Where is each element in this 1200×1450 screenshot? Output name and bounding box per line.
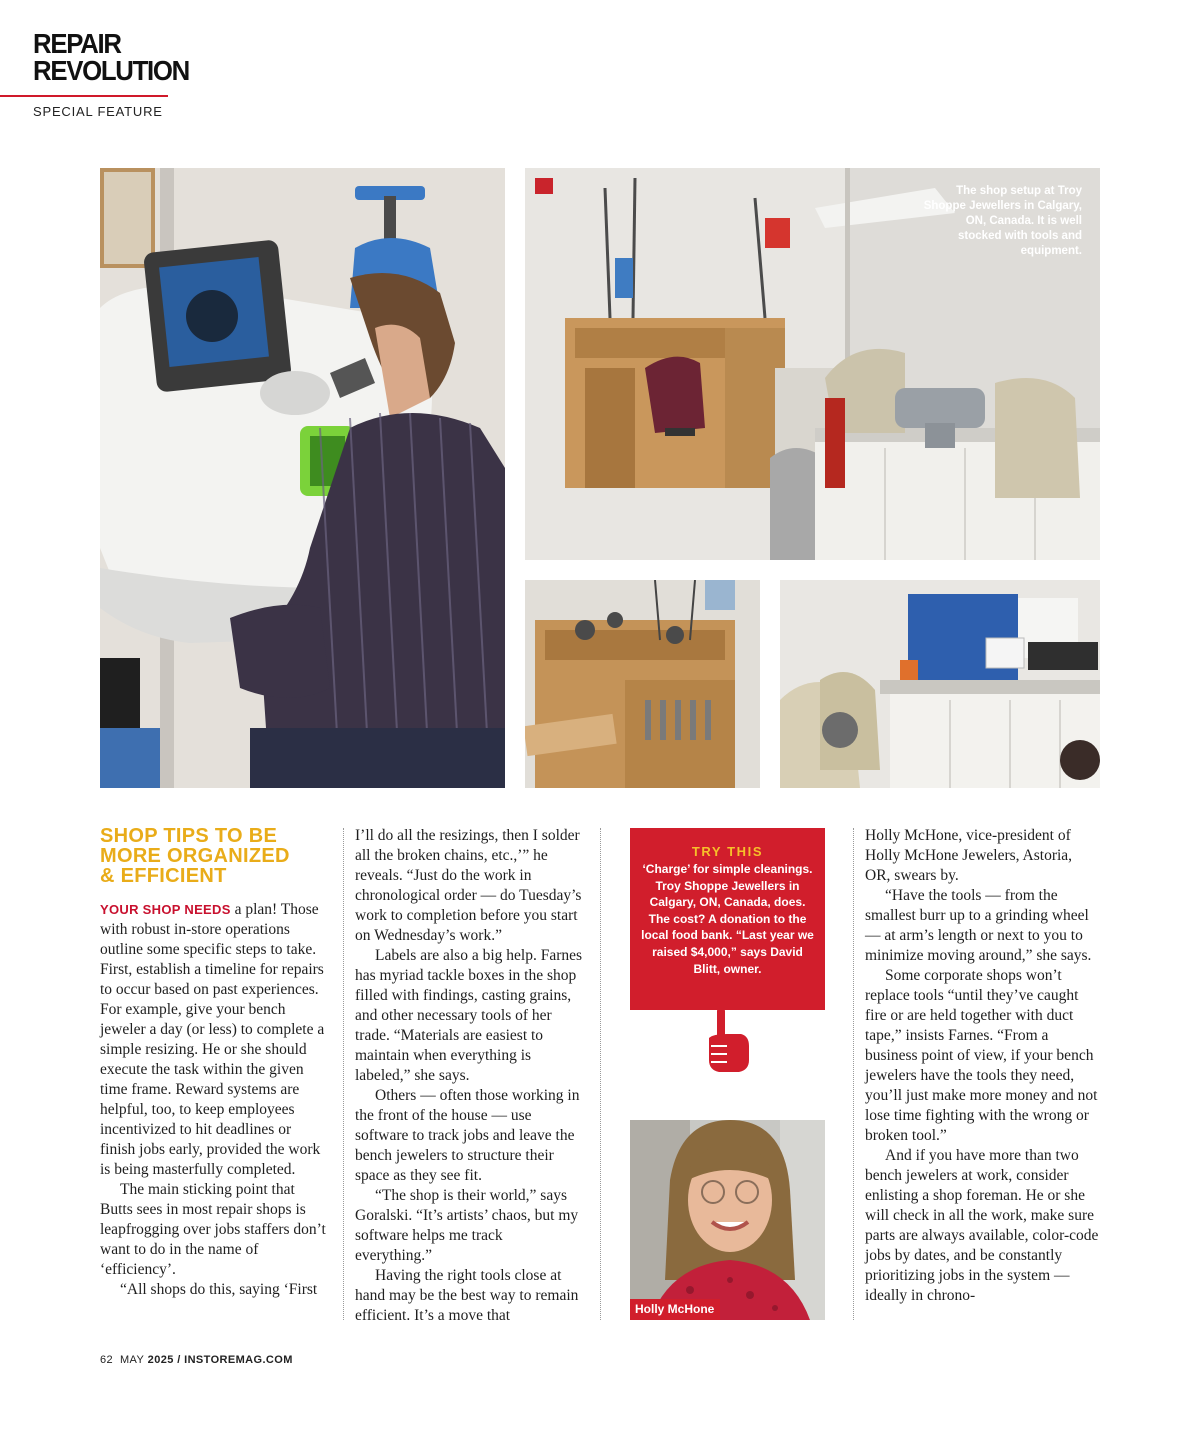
photo-polishing-station <box>780 580 1100 788</box>
column-divider <box>343 828 344 1320</box>
masthead-rule <box>0 95 168 97</box>
paragraph: Having the right tools close at hand may be the best way to remain efficient. It’s a move that <box>355 1267 579 1324</box>
paragraph: I’ll do all the resizings, then I solder all the broken chains, etc.,’” he reveals. “Just do the work in chronological order — do Tuesday’s work to completion before you start on Wednesday’s work.” <box>355 827 582 944</box>
paragraph: Holly McHone, vice-president of Holly McHone Jewelers, Astoria, OR, swears by. <box>865 827 1073 884</box>
issue-year-site: 2025 / INSTOREMAG.COM <box>147 1354 293 1366</box>
paragraph-text: a plan! Those with robust in-store operations outline some specific steps to take. First, establish a timeline for repairs to occur based on past experiences. For example, give your bench jeweler a day (or less) to complete a simple resizing. He or she should execute the task within the given time frame. Reward systems are helpful, too, to keep employees incentivized to hit deadlines or finish jobs early, provided the work is being masterfully completed. <box>100 901 325 1178</box>
paragraph: The main sticking point that Butts sees in most repair shops is leapfrogging over jobs staffers don’t want to do in the name of ‘efficiency’. <box>100 1181 326 1278</box>
photo-shop-setup <box>525 168 1100 560</box>
paragraph: And if you have more than two bench jewelers at work, consider enlisting a shop foreman. He or she will check in all the work, make sure parts are always available, color-code jobs by dates, and be constantly prioritizing jobs in the system — ideally in chrono- <box>865 1147 1099 1304</box>
portrait-holly-mchone <box>630 1120 825 1320</box>
photo-caption: The shop setup at Troy Shoppe Jewellers in Calgary, ON, Canada. It is well stocked with tools and equipment. <box>923 185 1082 257</box>
headline-line-3: & EFFICIENT <box>100 865 227 887</box>
paragraph: Some corporate shops won’t replace tools “until they’ve caught fire or are held together with duct tape,” insists Farnes. “From a business point of view, if your bench jewelers have the tools they need, you’ll just make more money and not lose time fighting with the wrong or broken tool.” <box>865 967 1098 1144</box>
paragraph: Others — often those working in the front of the house — use software to track jobs and leave the bench jewelers to structure their space as they see fit. <box>355 1087 580 1184</box>
masthead-title-line2: REVOLUTION <box>33 55 189 86</box>
paragraph: “All shops do this, saying ‘First <box>120 1281 318 1298</box>
column-divider <box>600 828 601 1320</box>
portrait-label: Holly McHone <box>630 1299 720 1320</box>
headline-line-2: MORE ORGANIZED <box>100 845 290 867</box>
page-footer <box>100 1354 293 1366</box>
photo-jeweler-bench <box>525 580 760 788</box>
section-kicker: SPECIAL FEATURE <box>33 104 163 119</box>
column-divider <box>853 828 854 1320</box>
article-column-4 <box>865 826 1101 1306</box>
article-headline <box>100 826 328 886</box>
headline-line-1: SHOP TIPS TO BE <box>100 825 278 847</box>
article-column-2 <box>355 826 583 1326</box>
masthead <box>33 30 203 84</box>
pointing-hand-icon <box>703 1008 751 1076</box>
article-column-1 <box>100 826 328 1300</box>
paragraph: Labels are also a big help. Farnes has myriad tackle boxes in the shop filled with findings, casting grains, and other necessary tools of her trade. “Materials are easiest to maintain when everything is labeled,” she says. <box>355 947 583 1084</box>
try-this-box <box>630 828 825 1010</box>
try-this-body: ‘Charge’ for simple cleanings. Troy Shoppe Jewellers in Calgary, ON, Canada, does. The cost? A donation to the local food bank. “Last year we raised $4,000,” says David Blitt, owner. <box>641 862 814 976</box>
issue-month: MAY <box>119 1354 145 1366</box>
masthead-title-line1: REPAIR <box>33 28 121 59</box>
paragraph: “Have the tools — from the smallest burr up to a grinding wheel — at arm’s length or next to you to minimize moving around,” she says. <box>865 887 1092 964</box>
paragraph: “The shop is their world,” says Goralski. “It’s artists’ chaos, but my software helps me track everything.” <box>355 1187 579 1264</box>
paragraph <box>100 900 328 1180</box>
try-this-title: TRY THIS <box>691 844 764 859</box>
page-number: 62 <box>100 1354 114 1366</box>
lead-in: YOUR SHOP NEEDS <box>100 902 231 917</box>
photo-laser-welder <box>100 168 505 788</box>
